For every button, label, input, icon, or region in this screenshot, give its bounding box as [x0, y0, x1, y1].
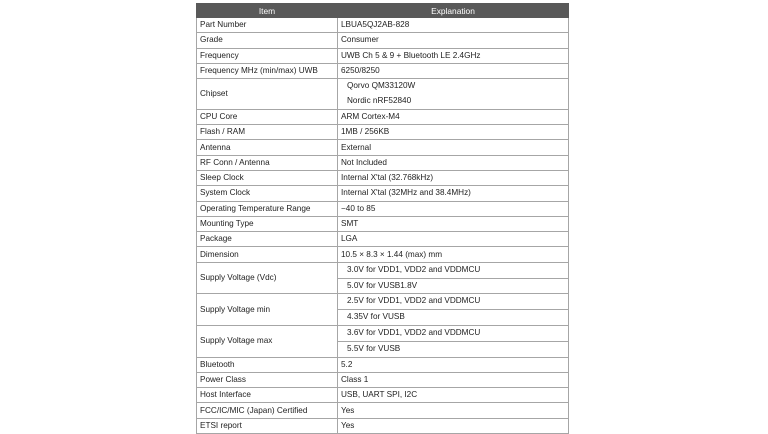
- table-row: [197, 201, 569, 216]
- value-cell: Internal X'tal (32MHz and 38.4MHz): [338, 186, 569, 201]
- table-row: [197, 18, 569, 33]
- value-cell: −40 to 85: [338, 201, 569, 216]
- value-cell: Not Included: [338, 155, 569, 170]
- item-cell: Supply Voltage (Vdc): [197, 262, 338, 294]
- value-cell: [338, 262, 569, 294]
- value-cell: [338, 325, 569, 357]
- value-cell: Class 1: [338, 372, 569, 387]
- item-cell: System Clock: [197, 186, 338, 201]
- value-line: Qorvo QM33120W: [347, 81, 416, 91]
- value-cell: 1MB / 256KB: [338, 125, 569, 140]
- item-cell: Frequency MHz (min/max) UWB: [197, 63, 338, 78]
- item-cell: Part Number: [197, 18, 338, 33]
- item-cell: Antenna: [197, 140, 338, 155]
- table-row: [197, 388, 569, 403]
- table-row: [197, 33, 569, 48]
- spec-body: [197, 18, 569, 434]
- value-cell: Internal X'tal (32.768kHz): [338, 170, 569, 185]
- item-cell: Flash / RAM: [197, 125, 338, 140]
- value-cell: SMT: [338, 216, 569, 231]
- value-cell: Consumer: [338, 33, 569, 48]
- value-line: 3.6V for VDD1, VDD2 and VDDMCU: [347, 327, 481, 337]
- value-cell: USB, UART SPI, I2C: [338, 388, 569, 403]
- value-cell: 6250/8250: [338, 63, 569, 78]
- item-cell: Mounting Type: [197, 216, 338, 231]
- value-cell: 5.2: [338, 357, 569, 372]
- item-cell: Chipset: [197, 79, 338, 110]
- table-row: [197, 125, 569, 140]
- item-cell: Package: [197, 232, 338, 247]
- item-cell: Supply Voltage max: [197, 325, 338, 357]
- value-cell: Yes: [338, 418, 569, 433]
- value-cell: [338, 79, 569, 110]
- item-cell: Grade: [197, 33, 338, 48]
- item-cell: Bluetooth: [197, 357, 338, 372]
- item-cell: Operating Temperature Range: [197, 201, 338, 216]
- table-row: [197, 262, 569, 294]
- value-line: 5.0V for VUSB1.8V: [338, 278, 568, 294]
- table-row: [197, 372, 569, 387]
- item-cell: Sleep Clock: [197, 170, 338, 185]
- table-row: [197, 232, 569, 247]
- value-line: 5.5V for VUSB: [338, 341, 568, 357]
- item-cell: Frequency: [197, 48, 338, 63]
- table-row: [197, 216, 569, 231]
- table-row: [197, 247, 569, 262]
- value-cell: Yes: [338, 403, 569, 418]
- value-cell: LBUA5QJ2AB-828: [338, 18, 569, 33]
- value-line: 3.0V for VDD1, VDD2 and VDDMCU: [347, 264, 481, 274]
- table-row: [197, 155, 569, 170]
- table-row: [197, 294, 569, 326]
- table-row: [197, 325, 569, 357]
- table-row: [197, 140, 569, 155]
- table-row: [197, 357, 569, 372]
- value-line: 2.5V for VDD1, VDD2 and VDDMCU: [347, 296, 481, 306]
- table-row: [197, 109, 569, 124]
- table-row: [197, 186, 569, 201]
- value-cell: External: [338, 140, 569, 155]
- value-cell: ARM Cortex-M4: [338, 109, 569, 124]
- item-cell: RF Conn / Antenna: [197, 155, 338, 170]
- table-row: [197, 63, 569, 78]
- table-row: [197, 418, 569, 433]
- value-cell: UWB Ch 5 & 9 + Bluetooth LE 2.4GHz: [338, 48, 569, 63]
- header-row: [197, 4, 569, 18]
- value-line: Nordic nRF52840: [347, 95, 412, 105]
- table-row: [197, 403, 569, 418]
- table-row: [197, 79, 569, 110]
- spec-table: [196, 3, 569, 434]
- item-cell: Supply Voltage min: [197, 294, 338, 326]
- value-cell: LGA: [338, 232, 569, 247]
- item-cell: FCC/IC/MIC (Japan) Certified: [197, 403, 338, 418]
- table-row: [197, 170, 569, 185]
- item-cell: Dimension: [197, 247, 338, 262]
- header-item: Item: [197, 4, 338, 18]
- item-cell: ETSI report: [197, 418, 338, 433]
- value-cell: 10.5 × 8.3 × 1.44 (max) mm: [338, 247, 569, 262]
- table-row: [197, 48, 569, 63]
- item-cell: Host Interface: [197, 388, 338, 403]
- value-cell: [338, 294, 569, 326]
- item-cell: Power Class: [197, 372, 338, 387]
- value-line: 4.35V for VUSB: [338, 309, 568, 325]
- header-explanation: Explanation: [338, 4, 569, 18]
- item-cell: CPU Core: [197, 109, 338, 124]
